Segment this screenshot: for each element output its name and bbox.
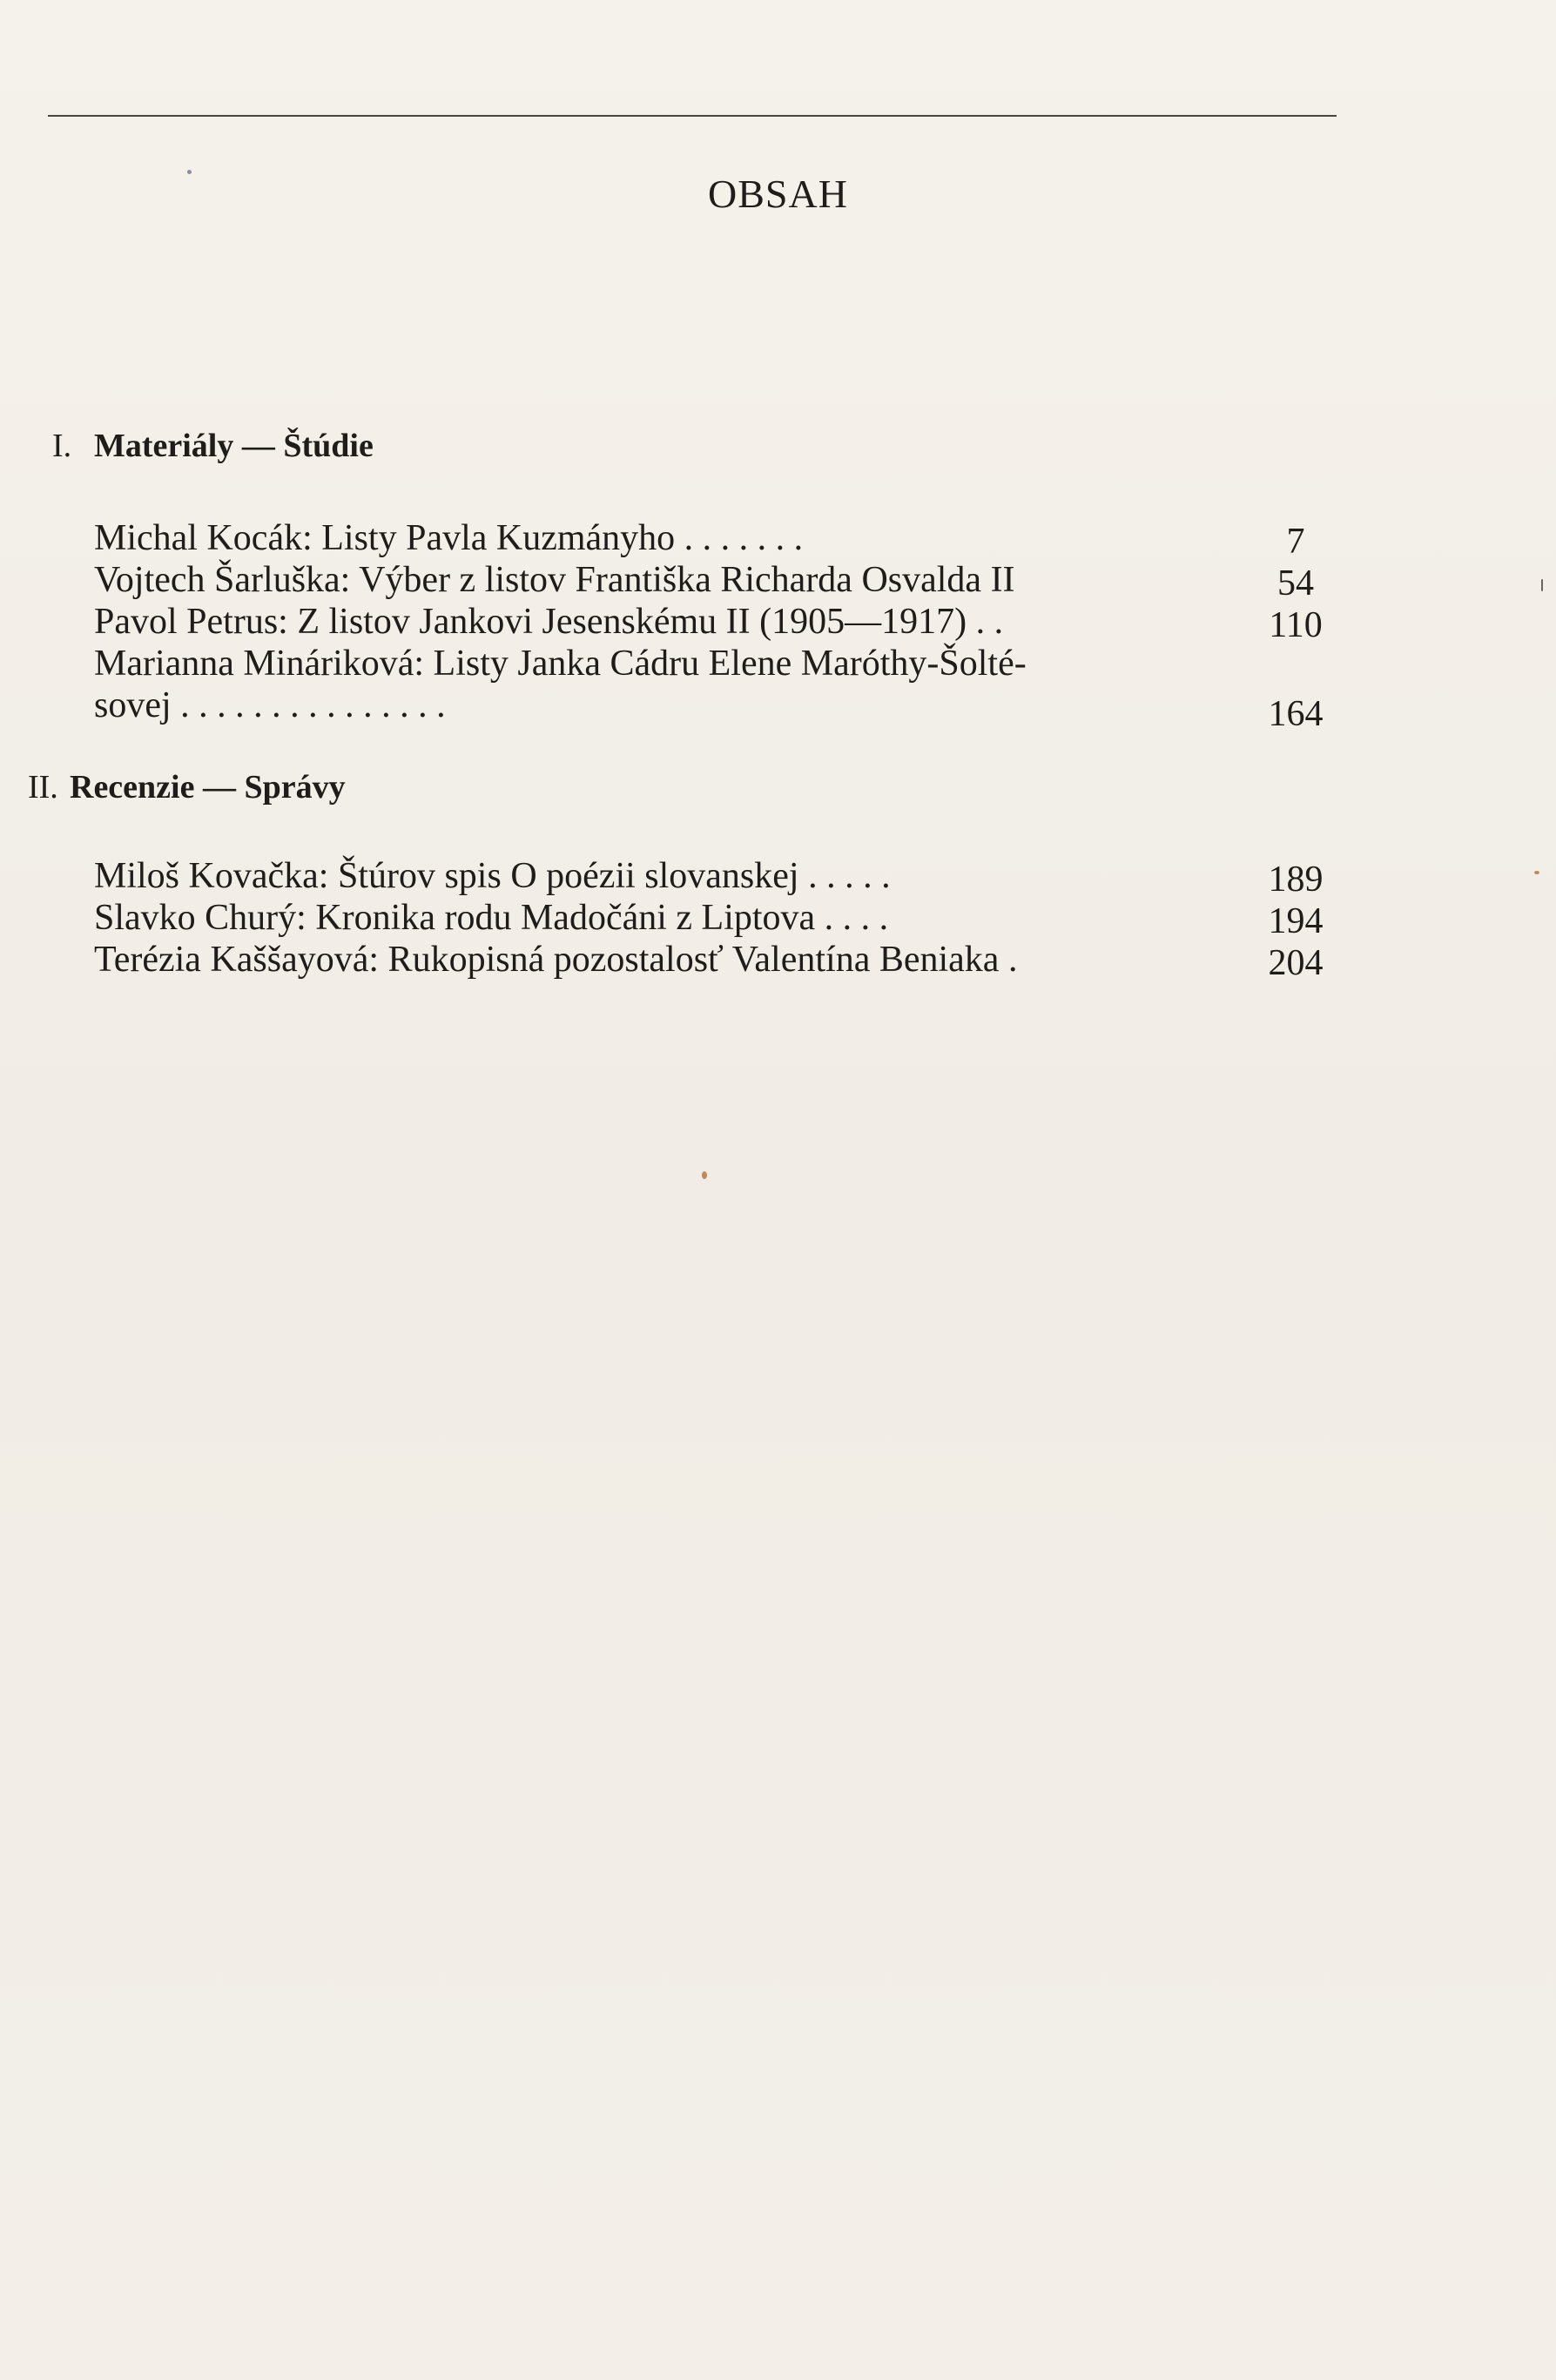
toc-entry-text: Miloš Kovačka: Štúrov spis O poézii slovanskej . . . . . (94, 856, 891, 896)
ink-speck (1534, 871, 1539, 874)
toc-entry-text: Terézia Kaššayová: Rukopisná pozostalosť Valentína Beniaka . (94, 940, 1018, 980)
toc-entry-page: 204 (1268, 943, 1324, 983)
toc-entry[interactable] (94, 643, 1335, 734)
toc-list-1 (94, 517, 1335, 734)
ink-speck (702, 1171, 707, 1179)
toc-entry-text-continued: sovej . . . . . . . . . . . . . . . (94, 685, 446, 725)
toc-entry-text: Pavol Petrus: Z listov Jankovi Jesenskému II (1905—1917) . . (94, 602, 1004, 642)
toc-list-2 (94, 855, 1335, 981)
toc-entry-page: 189 (1268, 860, 1324, 900)
toc-entry-page: 7 (1286, 522, 1305, 562)
toc-entry-text: Marianna Mináriková: Listy Janka Cádru Elene Maróthy-Šolté- (94, 644, 1027, 684)
section-number: II. (28, 769, 58, 806)
toc-entry-page: 164 (1268, 694, 1324, 734)
toc-entry[interactable] (94, 897, 1335, 939)
toc-entry[interactable] (94, 939, 1335, 981)
toc-entry-page: 110 (1269, 605, 1323, 645)
ink-speck (1541, 579, 1543, 591)
section-title: Materiály — Štúdie (94, 428, 374, 464)
toc-entry-text: Slavko Churý: Kronika rodu Madočáni z Liptova . . . . (94, 898, 889, 938)
toc-entry[interactable] (94, 517, 1335, 562)
page-title: OBSAH (708, 172, 848, 216)
toc-entry[interactable] (94, 855, 1335, 900)
section-heading-1 (52, 427, 374, 465)
toc-entry[interactable] (94, 559, 1335, 601)
toc-entry-text: Vojtech Šarluška: Výber z listov Františka Richarda Osvalda II (94, 560, 1015, 600)
toc-entry-page: 54 (1277, 563, 1314, 603)
section-heading-2 (28, 768, 346, 806)
toc-entry[interactable] (94, 601, 1335, 643)
toc-entry-text: Michal Kocák: Listy Pavla Kuzmányho . . . . . . . (94, 518, 804, 558)
section-number: I. (52, 428, 72, 464)
section-title: Recenzie — Správy (70, 769, 346, 806)
toc-entry-page: 194 (1268, 901, 1324, 941)
top-rule (48, 115, 1337, 117)
ink-speck (187, 170, 192, 174)
